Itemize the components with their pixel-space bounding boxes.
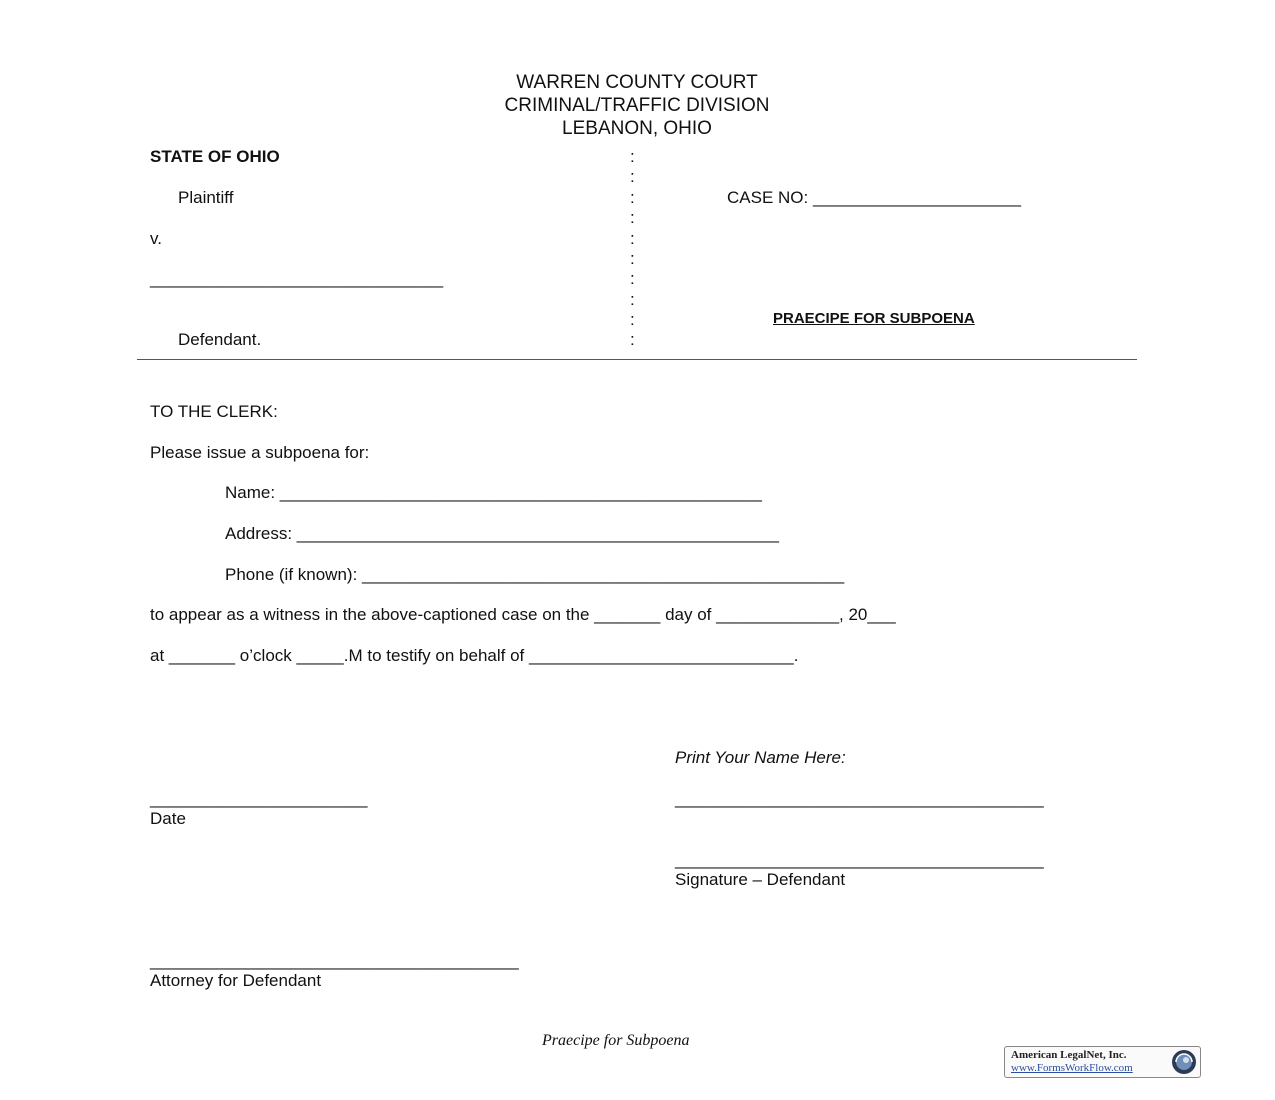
court-location: LEBANON, OHIO	[562, 118, 712, 139]
witness-phone-field[interactable]: Phone (if known): ___________________________________________________	[225, 565, 845, 584]
plaintiff-label: Plaintiff	[178, 188, 234, 207]
caption-colon: :	[630, 249, 635, 268]
caption-colon: :	[630, 290, 635, 309]
globe-icon	[1171, 1049, 1197, 1075]
print-name-line[interactable]: _______________________________________	[675, 789, 1044, 808]
witness-address-field[interactable]: Address: ___________________________________________________	[225, 524, 779, 543]
attorney-label: Attorney for Defendant	[150, 971, 322, 990]
court-division: CRIMINAL/TRAFFIC DIVISION	[504, 95, 770, 116]
court-name: WARREN COUNTY COURT	[516, 72, 758, 93]
defendant-label: Defendant.	[178, 330, 262, 349]
caption-colon: :	[630, 208, 635, 227]
caption-colon: :	[630, 330, 635, 349]
publisher-name: American LegalNet, Inc.	[1011, 1049, 1127, 1061]
date-line[interactable]: _______________________	[150, 789, 368, 808]
caption-colon: :	[630, 310, 635, 329]
witness-name-field[interactable]: Name: ___________________________________________________	[225, 483, 762, 502]
appearance-date-line[interactable]: to appear as a witness in the above-captioned case on the _______ day of _____________, 20___	[150, 605, 896, 624]
caption-colon: :	[630, 188, 635, 207]
print-name-label: Print Your Name Here:	[675, 748, 846, 767]
document-title: PRAECIPE FOR SUBPOENA	[773, 310, 975, 327]
caption-colon: :	[630, 229, 635, 248]
publisher-url[interactable]: www.FormsWorkFlow.com	[1011, 1062, 1133, 1074]
state-of-ohio: STATE OF OHIO	[150, 147, 280, 166]
subpoena-request: Please issue a subpoena for:	[150, 443, 370, 462]
caption-colon: :	[630, 167, 635, 186]
case-number-field[interactable]: CASE NO: ______________________	[727, 188, 1021, 207]
versus-label: v.	[150, 229, 162, 248]
footer-title: Praecipe for Subpoena	[542, 1032, 690, 1049]
signature-line[interactable]: _______________________________________	[675, 850, 1044, 869]
caption-colon: :	[630, 147, 635, 166]
defendant-name-line[interactable]: _______________________________	[150, 269, 444, 288]
publisher-logo[interactable]	[1004, 1046, 1201, 1078]
attorney-line[interactable]: _______________________________________	[150, 951, 519, 970]
date-label: Date	[150, 809, 186, 828]
signature-label: Signature – Defendant	[675, 870, 846, 889]
caption-divider	[137, 359, 1137, 360]
caption-colon: :	[630, 269, 635, 288]
testify-time-line[interactable]: at _______ o’clock _____.M to testify on behalf of ____________________________.	[150, 646, 799, 665]
to-clerk-heading: TO THE CLERK:	[150, 402, 278, 421]
